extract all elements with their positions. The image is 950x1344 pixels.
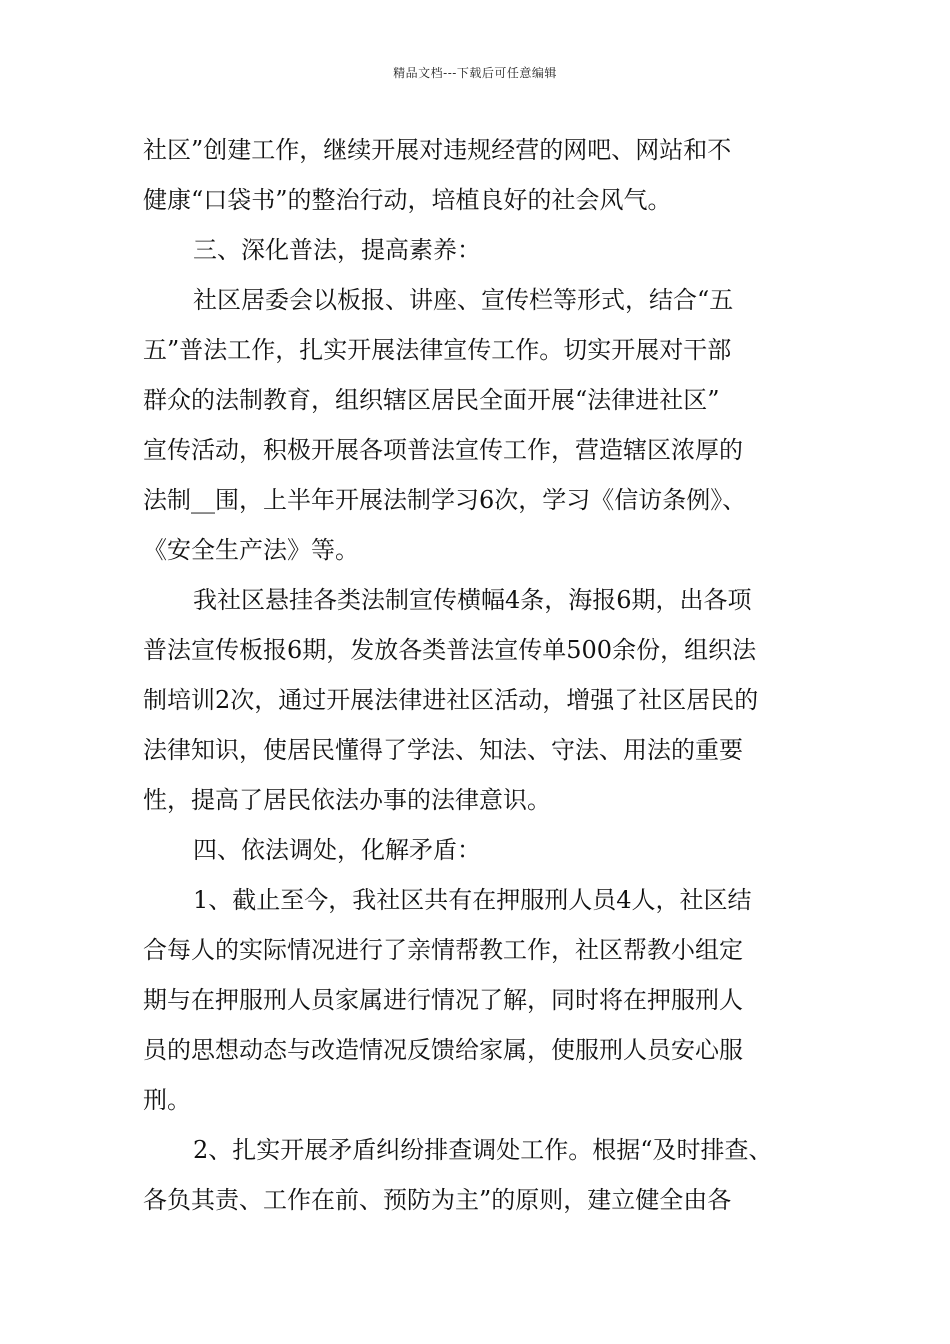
text-line: 《安全生产法》等。: [143, 536, 359, 564]
text-line: 期与在押服刑人员家属进行情况了解，同时将在押服刑人: [143, 986, 743, 1014]
text-line: 性，提高了居民依法办事的法律意识。: [143, 786, 551, 814]
section-heading: 四、依法调处，化解矛盾：: [193, 836, 481, 864]
text-line: 法律知识，使居民懂得了学法、知法、守法、用法的重要: [143, 736, 743, 764]
text-line: 普法宣传板报6期，发放各类普法宣传单500余份，组织法: [143, 636, 757, 664]
text-line: 员的思想动态与改造情况反馈给家属，使服刑人员安心服: [143, 1036, 743, 1064]
text-line: 社区居委会以板报、讲座、宣传栏等形式，结合“五: [193, 286, 734, 314]
text-line: 五”普法工作，扎实开展法律宣传工作。切实开展对干部: [143, 336, 732, 364]
text-line: 1、截止至今，我社区共有在押服刑人员4人，社区结: [193, 886, 752, 914]
document-body: [143, 125, 809, 1225]
text-line: 社区”创建工作，继续开展对违规经营的网吧、网站和不: [143, 136, 732, 164]
text-line: 2、扎实开展矛盾纠纷排查调处工作。根据“及时排查、: [193, 1136, 773, 1164]
text-line: 各负其责、工作在前、预防为主”的原则，建立健全由各: [143, 1186, 732, 1214]
text-line: 法制__围，上半年开展法制学习6次，学习《信访条例》、: [143, 486, 747, 514]
text-line: 健康“口袋书”的整治行动，培植良好的社会风气。: [143, 186, 672, 214]
text-line: 我社区悬挂各类法制宣传横幅4条，海报6期，出各项: [193, 586, 752, 614]
text-line: 刑。: [143, 1086, 191, 1114]
text-line: 宣传活动，积极开展各项普法宣传工作，营造辖区浓厚的: [143, 436, 743, 464]
text-line: 制培训2次，通过开展法律进社区活动，增强了社区居民的: [143, 686, 759, 714]
page-header: 精品文档---下载后可任意编辑: [393, 66, 557, 80]
text-line: 合每人的实际情况进行了亲情帮教工作，社区帮教小组定: [143, 936, 743, 964]
text-line: 群众的法制教育，组织辖区居民全面开展“法律进社区”: [143, 386, 720, 414]
section-heading: 三、深化普法，提高素养：: [193, 236, 481, 264]
